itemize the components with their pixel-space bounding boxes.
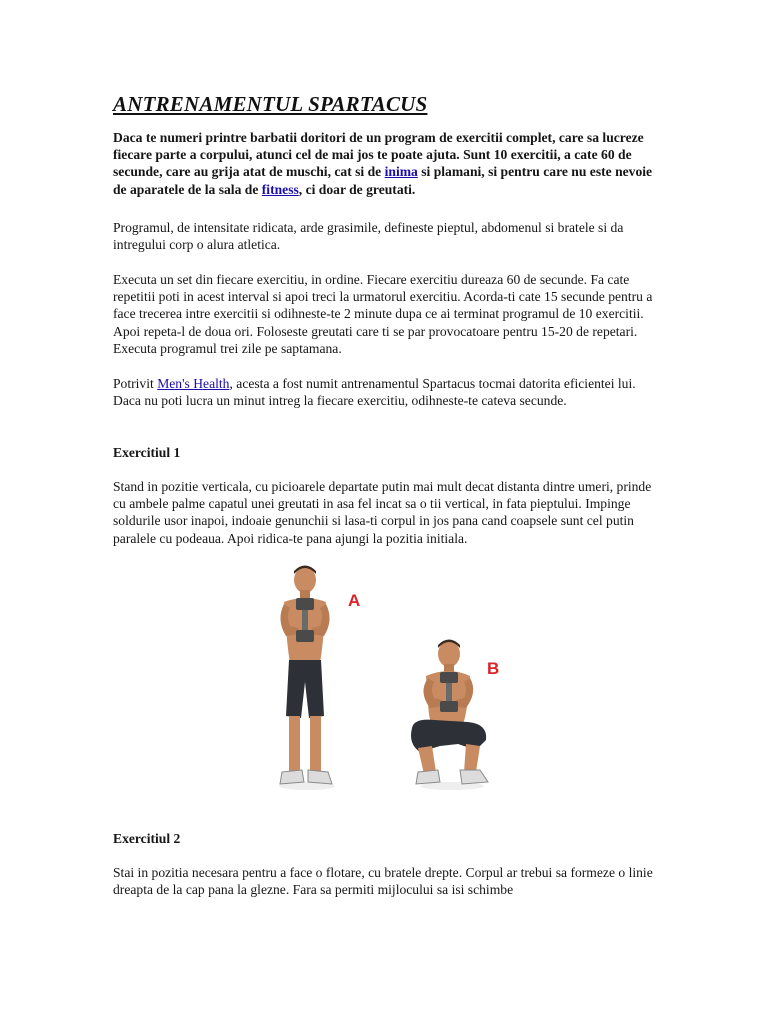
intro-text-1: Daca te numeri printre barbatii doritori de un program de exercitii complet, care sa lucreze fiecare parte a corpului, atunci cel de mai jos te poate ajuta. Sunt 10 exercitii, a cate 60 de secunde, care au grija atat de muschi, cat si de — [113, 130, 644, 180]
fitness-link[interactable]: fitness — [261, 181, 299, 197]
p3-text-1: Potrivit — [113, 376, 158, 391]
standing-man-illustration — [279, 566, 335, 791]
figure-label-a: A — [348, 591, 361, 610]
paragraph-instructions: Executa un set din fiecare exercitiu, in ordine. Fiecare exercitiu dureaza 60 de secunde. Fa cate repetitii poti in acest interval si apoi treci la urmatorul exercitiu. Acorda-ti cate 15 secunde pentru a face trecerea intre exercitii si odihneste-te 2 minute dupa ce ai terminat programul de 10 exercitii. Apoi repeta-l de doua ori. Foloseste greutati care ti se par provocatoare pentru 15-20 de repetari. Executa programul trei zile pe saptamana. — [113, 272, 653, 356]
exercise-2-text: Stai in pozitia necesara pentru a face o flotare, cu bratele drepte. Corpul ar trebui sa formeze o linie dreapta de la cap pana la glezne. Fara sa permiti mijlocului sa isi schimbe — [113, 865, 653, 898]
intro-paragraph — [113, 129, 658, 198]
squatting-man-illustration — [411, 640, 488, 791]
paragraph-program: Programul, de intensitate ridicata, arde grasimile, defineste pieptul, abdomenul si bratele si da intregului corp o alura atletica. — [113, 220, 624, 253]
exercise-1-heading: Exercitiul 1 — [113, 445, 181, 460]
exercise-2-heading: Exercitiul 2 — [113, 831, 181, 846]
inima-link[interactable]: inima — [384, 164, 418, 180]
p3-text-2: , acesta a fost numit antrenamentul Spartacus tocmai datorita eficientei lui. Daca nu poti lucra un minut intreg la fiecare exercitiu, odihneste-te cateva secunde. — [113, 376, 636, 409]
article-title: ANTRENAMENTUL SPARTACUS — [113, 92, 428, 116]
intro-text-3: , ci doar de greutati. — [298, 181, 416, 197]
paragraph-mens-health — [113, 375, 658, 409]
intro-text-2: si plamani, si pentru care nu este nevoie de aparatele de la sala de — [113, 164, 653, 197]
mens-health-link[interactable]: Men's Health — [157, 376, 230, 391]
figure-label-b: B — [487, 659, 500, 678]
goblet-squat-figure — [262, 558, 512, 794]
exercise-1-text: Stand in pozitie verticala, cu picioarele departate putin mai mult decat distanta dintre umeri, prinde cu ambele palme capatul unei greutati in asa fel incat sa o tii vertical, in fata pieptului. Impinge soldurile usor inapoi, indoaie genunchii si lasa-ti corpul in jos pana cand coapsele sunt cel putin paralele cu podeaua. Apoi ridica-te pana ajungi la pozitia initiala. — [113, 479, 652, 546]
